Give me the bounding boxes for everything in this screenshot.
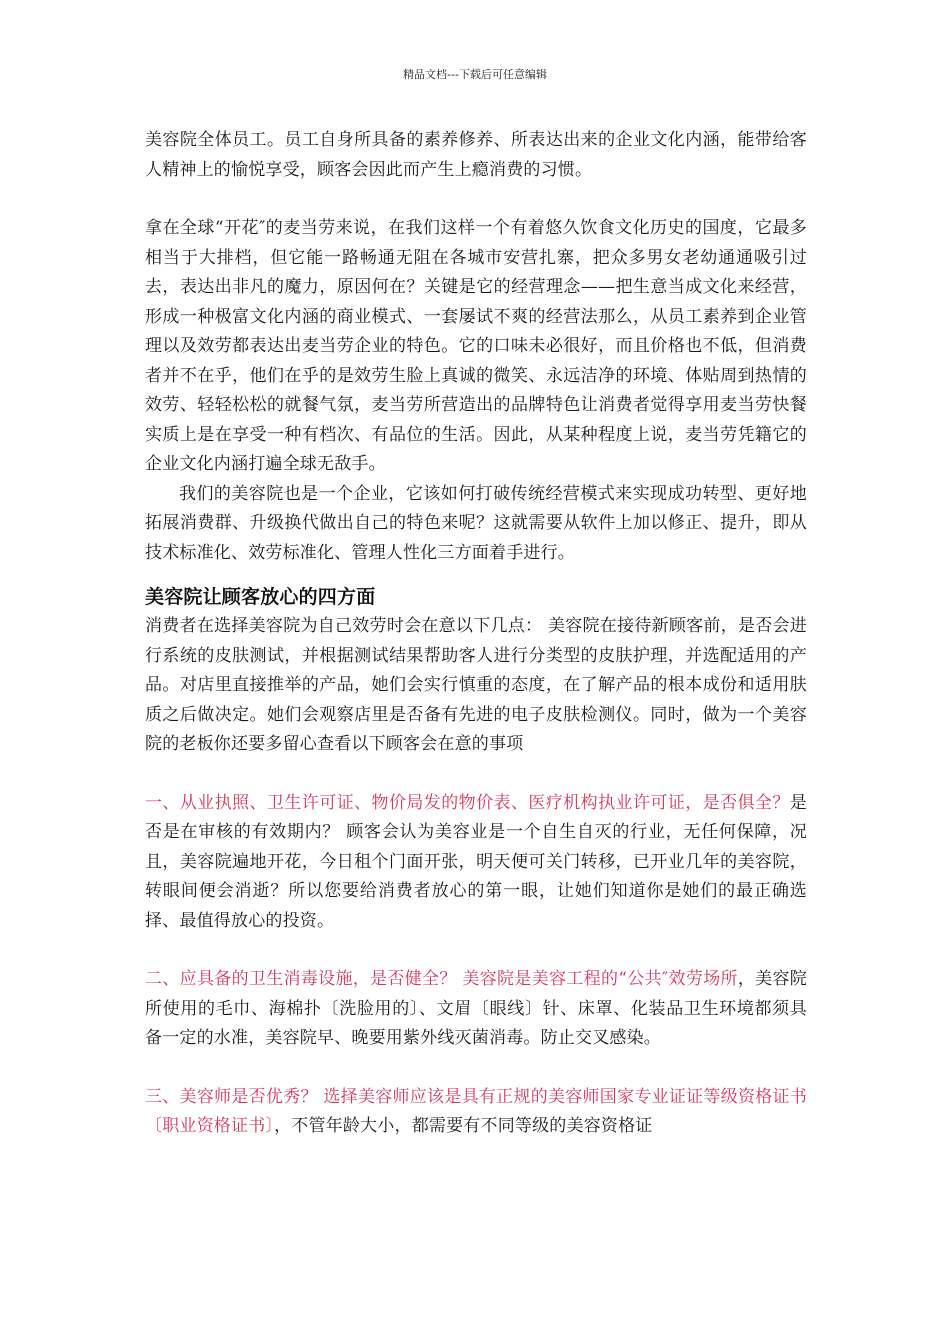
- list-item-hygiene: [145, 965, 807, 1054]
- paragraph-consumer-concerns: 消费者在选择美容院为自己效劳时会在意以下几点： 美容院在接待新顾客前，是否会进行系统的皮肤测试，并根据测试结果帮助客人进行分类型的皮肤护理，并选配适用的产品。对店里直接推举的产品，她们会实行慎重的态度，在了解产品的根本成份和适用肤质之后做决定。她们会观察店里是否备有先进的电子皮肤检测仪。同时，做为一个美容院的老板你还要多留心查看以下顾客会在意的事项: [145, 616, 807, 754]
- list-item-hygiene-body: ，美容院所使用的毛巾、海棉扑〔洗脸用的〕、文眉〔眼线〕针、床罩、化装品卫生环境都须具备一定的水准，美容院早、晚要用紫外线灭菌消毒。防止交叉感染。: [145, 969, 807, 1048]
- paragraph-gap: [145, 185, 807, 214]
- list-item-beautician: [145, 1083, 807, 1142]
- document-body: [145, 126, 807, 1142]
- page-header: 精品文档---下载后可任意编辑: [403, 68, 547, 81]
- list-item-licenses-body: 是否是在审核的有效期内？ 顾客会认为美容业是一个自生自灭的行业，无任何保障，况且，美容院遍地开花，今日租个门面开张，明天便可关门转移，已开业几年的美容院，转眼间便会消逝？所以您要给消费者放心的第一眼，让她们知道你是她们的最正确选择、最值得放心的投资。: [145, 792, 807, 931]
- paragraph-intro: 美容院全体员工。员工自身所具备的素养修养、所表达出来的企业文化内涵，能带给客人精神上的愉悦享受，顾客会因此而产生上瘾消费的习惯。: [145, 130, 807, 180]
- list-item-licenses-heading: 一、从业执照、卫生许可证、物价局发的物价表、医疗机构执业许可证，是否俱全？: [145, 792, 790, 813]
- paragraph-gap: [145, 936, 807, 965]
- list-item-beautician-heading: 三、美容师是否优秀？ 选择美容师应该是具有正规的美容师国家专业证证等级资格证书〔职业资格证书〕: [145, 1086, 807, 1136]
- paragraph-gap: [145, 760, 807, 789]
- list-item-beautician-body: ，不管年龄大小，都需要有不同等级的美容资格证: [274, 1116, 653, 1136]
- list-item-hygiene-heading: 二、应具备的卫生消毒设施，是否健全？ 美容院是美容工程的“公共″效劳场所: [145, 969, 738, 989]
- section-heading: 美容院让顾客放心的四方面: [145, 586, 376, 608]
- list-item-licenses: [145, 789, 807, 937]
- paragraph-gap: [145, 1054, 807, 1083]
- paragraph-mcdonalds: 拿在全球“开花″的麦当劳来说，在我们这样一个有着悠久饮食文化历史的国度，它最多相当于大排档，但它能一路畅通无阻在各城市安营扎寨，把众多男女老幼通通吸引过去，表达出非凡的魔力，原因何在？关键是它的经营理念——把生意当成文化来经营，形成一种极富文化内涵的商业模式、一套屡试不爽的经营法那么，从员工素养到企业管理以及效劳都表达出麦当劳企业的特色。它的口味未必很好，而且价格也不低，但消费者并不在乎，他们在乎的是效劳生脸上真诚的微笑、永远洁净的环境、体贴周到热情的效劳、轻轻松松的就餐气氛，麦当劳所营造出的品牌特色让消费者觉得享用麦当劳快餐实质上是在享受一种有档次、有品位的生活。因此，从某种程度上说，麦当劳凭籍它的企业文化内涵打遍全球无敌手。: [145, 218, 807, 474]
- paragraph-transformation: 我们的美容院也是一个企业，它该如何打破传统经营模式来实现成功转型、更好地拓展消费群、升级换代做出自己的特色来呢？这就需要从软件上加以修正、提升，即从技术标准化、效劳标准化、管理人性化三方面着手进行。: [145, 483, 807, 563]
